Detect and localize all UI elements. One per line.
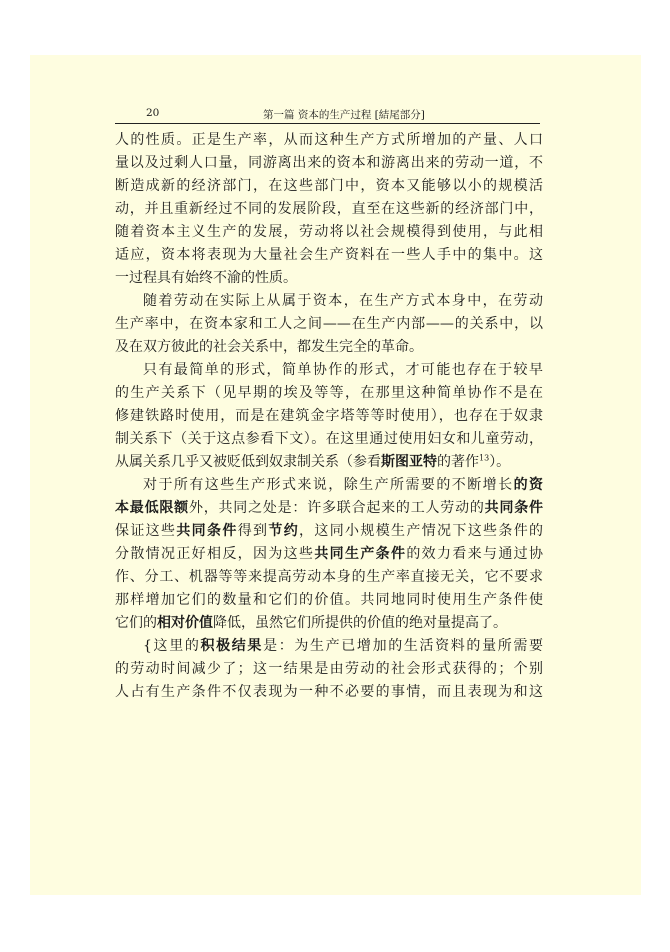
text-line: 制关系下（关于这点参看下文）。在这里通过使用妇女和儿童劳动，: [115, 431, 543, 447]
page-number: 20: [146, 107, 160, 119]
text-line: 及在双方彼此的社会关系中，都发生完全的革命。: [115, 339, 423, 355]
text-line: 人占有生产条件不仅表现为一种不必要的事情，而且表现为和这: [115, 684, 543, 700]
text-line: 断造成新的经济部门，在这些部门中，资本又能够以小的规模活: [115, 178, 543, 194]
text-line: 一过程具有始终不渝的性质。: [115, 270, 297, 286]
text-line: 随着劳动在实际上从属于资本，在生产方式本身中，在劳动: [143, 293, 543, 309]
text-line: 对于所有这些生产形式来说，除生产所需要的不断增长的资: [143, 477, 543, 493]
text-line: 作、分工、机器等等来提高劳动本身的生产率直接无关，它不要求: [115, 569, 543, 585]
text-line: 只有最简单的形式，简单协作的形式，才可能也存在于较早: [143, 362, 543, 378]
text-line: 适应，资本将表现为大量社会生产资料在一些人手中的集中。这: [115, 247, 543, 263]
text-line: 从属关系几乎又被贬低到奴隶制关系（参看斯图亚特的著作$^{13}$）。: [115, 453, 511, 470]
text-line: 那样增加它们的数量和它们的价值。共同地同时使用生产条件使: [115, 592, 543, 608]
text-line: 分散情况正好相反，因为这些共同生产条件的效力看来与通过协: [115, 546, 543, 562]
text-line: 生产率中，在资本家和工人之间——在生产内部——的关系中，以: [115, 316, 543, 332]
paragraph: [115, 359, 543, 474]
text-line: 的生产关系下（见早期的埃及等等，在那里这种简单协作不是在: [115, 385, 543, 401]
paragraph: [115, 290, 543, 359]
text-line: 量以及过剩人口量，同游离出来的资本和游离出来的劳动一道，不: [115, 155, 543, 171]
text-line: 随着资本主义生产的发展，劳动将以社会规模得到使用，与此相: [115, 224, 543, 240]
paragraph: [115, 129, 543, 290]
paragraph: [115, 474, 543, 635]
paragraph: [115, 635, 543, 704]
text-line: 修建铁路时使用，而是在建筑金字塔等等时使用），也存在于奴隶: [115, 408, 543, 424]
running-title: 第一篇 资本的生产过程 [結尾部分]: [263, 109, 425, 121]
text-line: 本最低限额外，共同之处是：许多联合起来的工人劳动的共同条件: [115, 500, 543, 516]
text-line: 保证这些共同条件得到节约，这同小规模生产情况下这些条件的: [115, 523, 543, 539]
body-text: [115, 129, 543, 704]
text-line: 人的性质。正是生产率，从而这种生产方式所增加的产量、人口: [115, 132, 543, 148]
text-line: 它们的相对价值降低，虽然它们所提供的价值的绝对量提高了。: [115, 615, 507, 631]
text-line: {这里的积极结果是：为生产已增加的生活资料的量所需要: [143, 638, 543, 654]
text-line: 动，并且重新经过不同的发展阶段，直至在这些新的经济部门中，: [115, 201, 543, 217]
text-line: 的劳动时间减少了；这一结果是由劳动的社会形式获得的；个别: [115, 661, 543, 677]
page-header: [115, 105, 540, 124]
